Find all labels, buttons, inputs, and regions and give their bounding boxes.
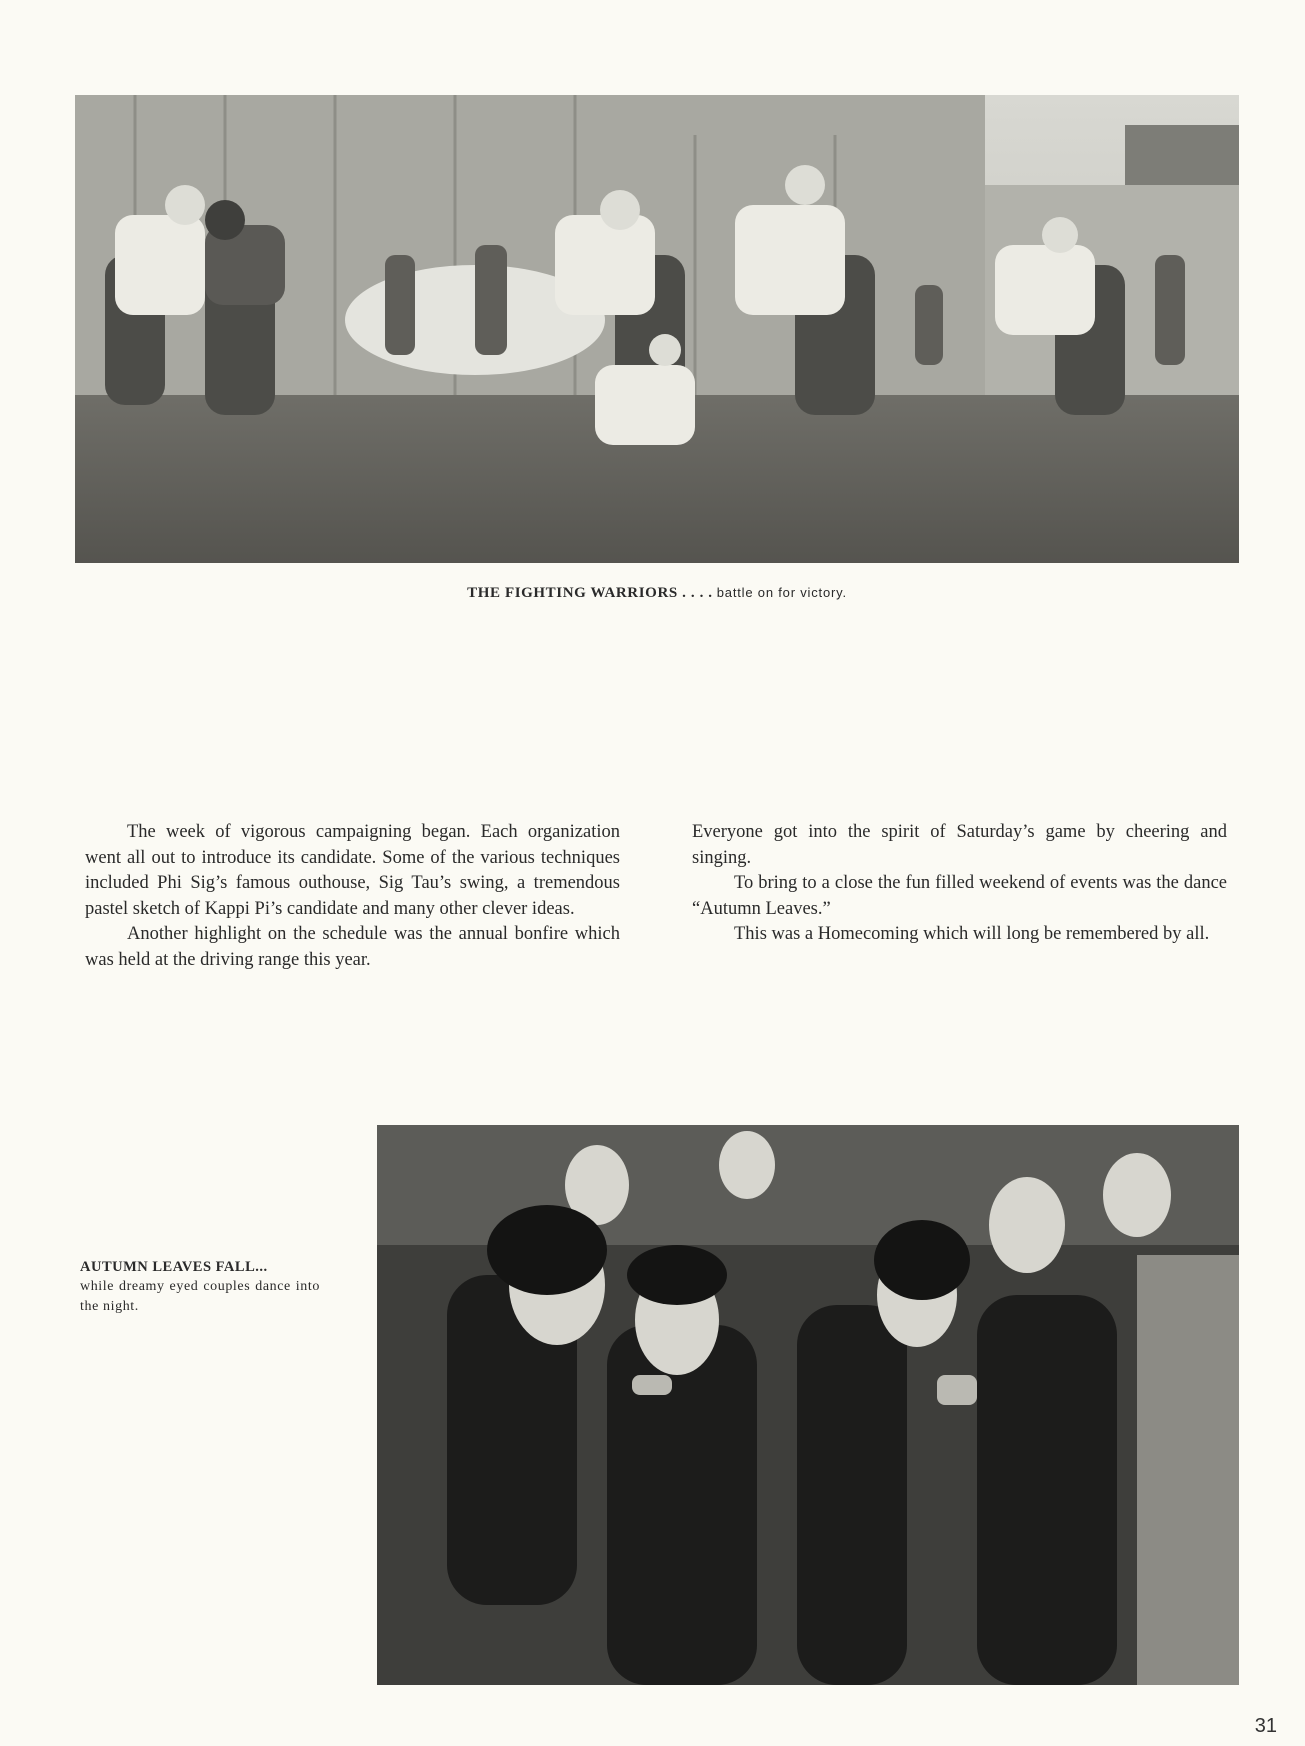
page-number: 31 xyxy=(1254,1715,1277,1737)
football-game-photo-icon xyxy=(75,95,1239,563)
dance-caption-text: while dreamy eyed couples dance into the night. xyxy=(80,1279,320,1314)
football-caption-text: battle on for victory. xyxy=(716,585,847,600)
football-caption xyxy=(75,585,1239,602)
football-photo xyxy=(75,95,1239,563)
body-paragraph: Another highlight on the schedule was the annual bonfire which was held at the driving range this year. xyxy=(85,924,620,970)
body-column-right xyxy=(692,820,1227,948)
dance-photo xyxy=(377,1125,1239,1685)
dance-caption xyxy=(80,1257,320,1317)
body-column-left xyxy=(85,820,620,973)
body-paragraph: This was a Homecoming which will long be remembered by all. xyxy=(734,924,1210,944)
dance-photo-icon xyxy=(377,1125,1239,1685)
body-paragraph: To bring to a close the fun filled weekend of events was the dance “Autumn Leaves.” xyxy=(692,873,1227,919)
body-paragraph: Everyone got into the spirit of Saturday’s game by cheering and singing. xyxy=(692,822,1227,868)
body-paragraph: The week of vigorous campaigning began. Each organization went all out to introduce its candidate. Some of the various techniques included Phi Sig’s famous outhouse, Sig Tau’s swing, a tremendous pastel sketch of Kappi Pi’s candidate and many other clever ideas. xyxy=(85,822,620,919)
dance-caption-lead: AUTUMN LEAVES FALL... xyxy=(80,1259,268,1275)
football-caption-lead: THE FIGHTING WARRIORS . . . . xyxy=(467,585,713,601)
